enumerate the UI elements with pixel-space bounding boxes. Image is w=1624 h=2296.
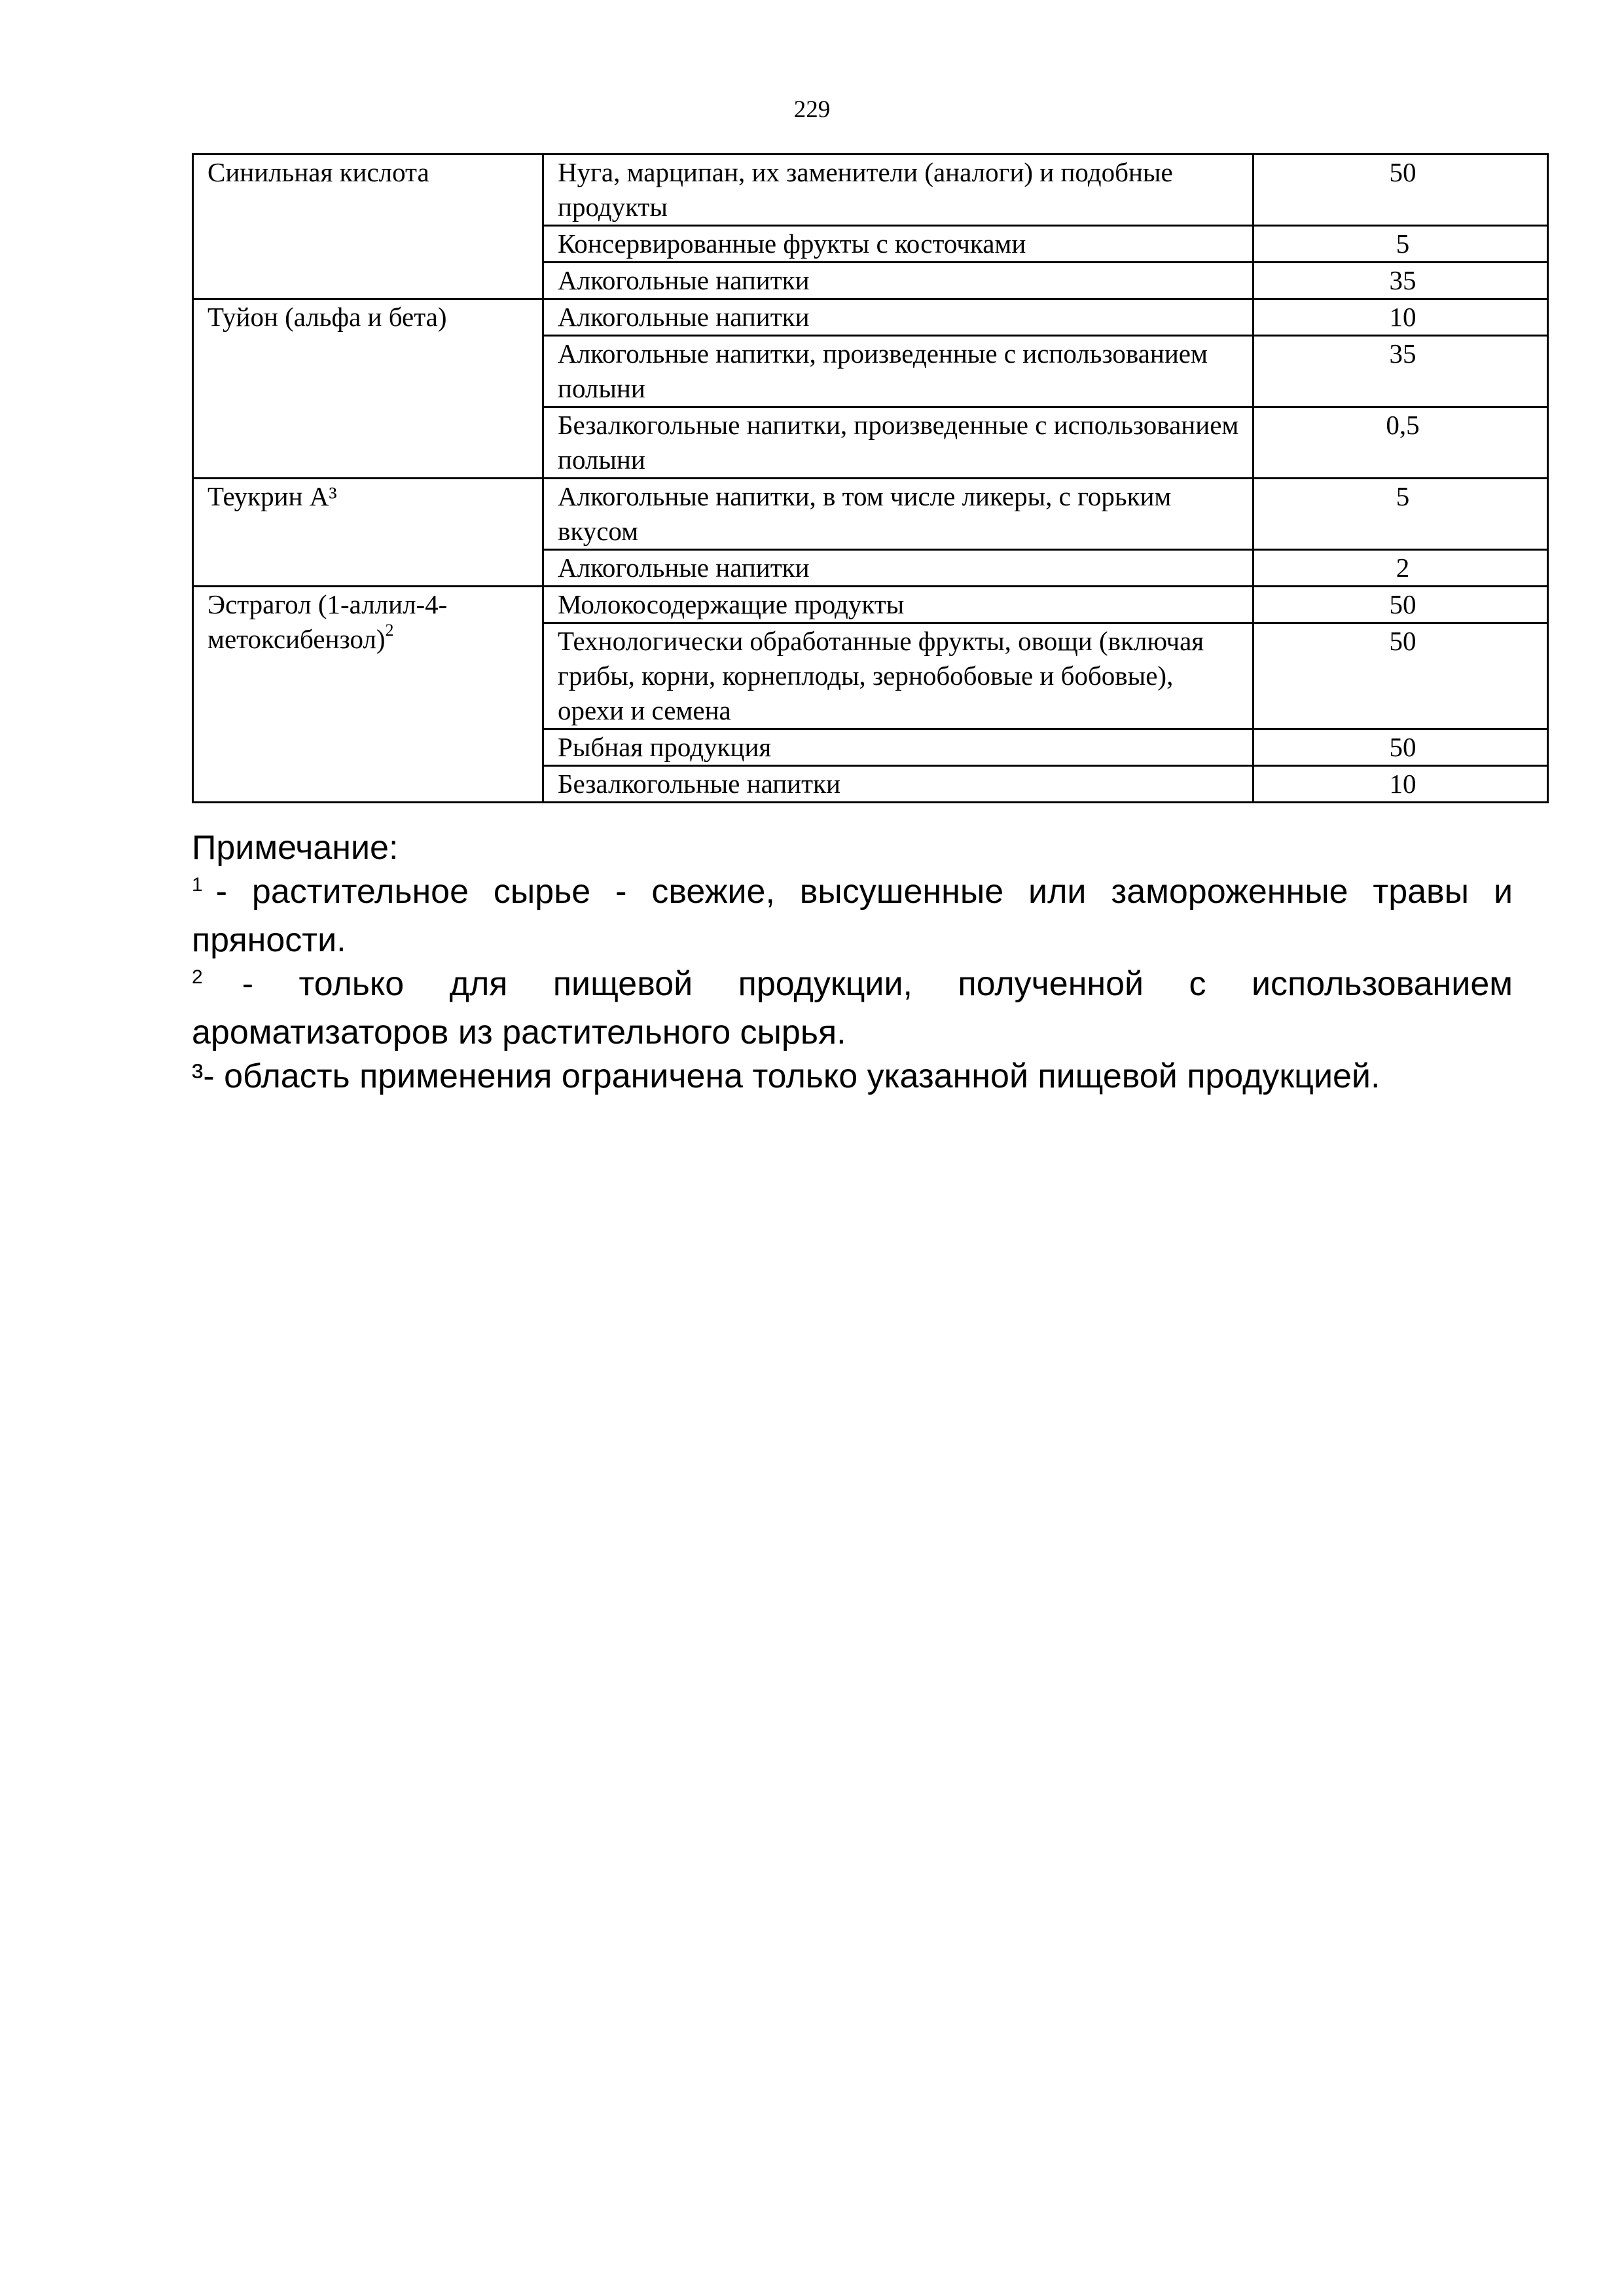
value-cell: 0,5 bbox=[1254, 407, 1548, 479]
product-cell: Алкогольные напитки, в том числе ликеры, с горьким вкусом bbox=[543, 479, 1254, 550]
product-cell: Алкогольные напитки bbox=[543, 550, 1254, 587]
product-cell: Безалкогольные напитки, произведенные с использованием полыни bbox=[543, 407, 1254, 479]
limits-table bbox=[192, 153, 1549, 803]
value-cell: 50 bbox=[1254, 587, 1548, 623]
note-item bbox=[192, 1055, 1513, 1099]
value-cell: 50 bbox=[1254, 155, 1548, 226]
substance-cell bbox=[193, 587, 543, 803]
substance-name: Туйон (альфа и бета) bbox=[208, 302, 447, 332]
value-cell: 5 bbox=[1254, 226, 1548, 263]
substance-footnote-mark: 2 bbox=[385, 621, 394, 640]
table-row bbox=[193, 155, 1548, 226]
note-text: ³- область применения ограничена только указанной пищевой продукцией. bbox=[192, 1057, 1380, 1095]
value-cell: 35 bbox=[1254, 336, 1548, 407]
substance-cell bbox=[193, 155, 543, 299]
note-text: - растительное сырье - свежие, высушенные или замороженные травы и пряности. bbox=[192, 873, 1513, 959]
product-cell: Алкогольные напитки bbox=[543, 263, 1254, 299]
note-mark: 1 bbox=[192, 874, 203, 896]
product-cell: Алкогольные напитки, произведенные с использованием полыни bbox=[543, 336, 1254, 407]
table-row bbox=[193, 299, 1548, 336]
product-cell: Технологически обработанные фрукты, овощи (включая грибы, корни, корнеплоды, зернобобовые и бобовые), орехи и семена bbox=[543, 623, 1254, 729]
product-cell: Безалкогольные напитки bbox=[543, 766, 1254, 803]
table-row bbox=[193, 479, 1548, 550]
value-cell: 50 bbox=[1254, 729, 1548, 766]
value-cell: 5 bbox=[1254, 479, 1548, 550]
note-mark: 2 bbox=[192, 966, 203, 988]
page-number: 229 bbox=[793, 96, 831, 123]
substance-name: Синильная кислота bbox=[208, 157, 429, 187]
value-cell: 35 bbox=[1254, 263, 1548, 299]
note-item bbox=[192, 870, 1513, 962]
notes-section bbox=[192, 826, 1513, 1099]
value-cell: 2 bbox=[1254, 550, 1548, 587]
value-cell: 10 bbox=[1254, 299, 1548, 336]
product-cell: Консервированные фрукты с косточками bbox=[543, 226, 1254, 263]
notes-title: Примечание: bbox=[192, 829, 399, 867]
substance-name: Эстрагол (1-аллил-4-метоксибензол) bbox=[208, 589, 448, 654]
product-cell: Нуга, марципан, их заменители (аналоги) и подобные продукты bbox=[543, 155, 1254, 226]
value-cell: 10 bbox=[1254, 766, 1548, 803]
note-text: - только для пищевой продукции, полученной с использованием ароматизаторов из растительного сырья. bbox=[192, 965, 1513, 1051]
product-cell: Алкогольные напитки bbox=[543, 299, 1254, 336]
table-row bbox=[193, 587, 1548, 623]
product-cell: Молокосодержащие продукты bbox=[543, 587, 1254, 623]
product-cell: Рыбная продукция bbox=[543, 729, 1254, 766]
substance-cell bbox=[193, 299, 543, 479]
note-item bbox=[192, 962, 1513, 1055]
substance-cell bbox=[193, 479, 543, 587]
value-cell: 50 bbox=[1254, 623, 1548, 729]
substance-name: Теукрин А³ bbox=[208, 481, 337, 511]
